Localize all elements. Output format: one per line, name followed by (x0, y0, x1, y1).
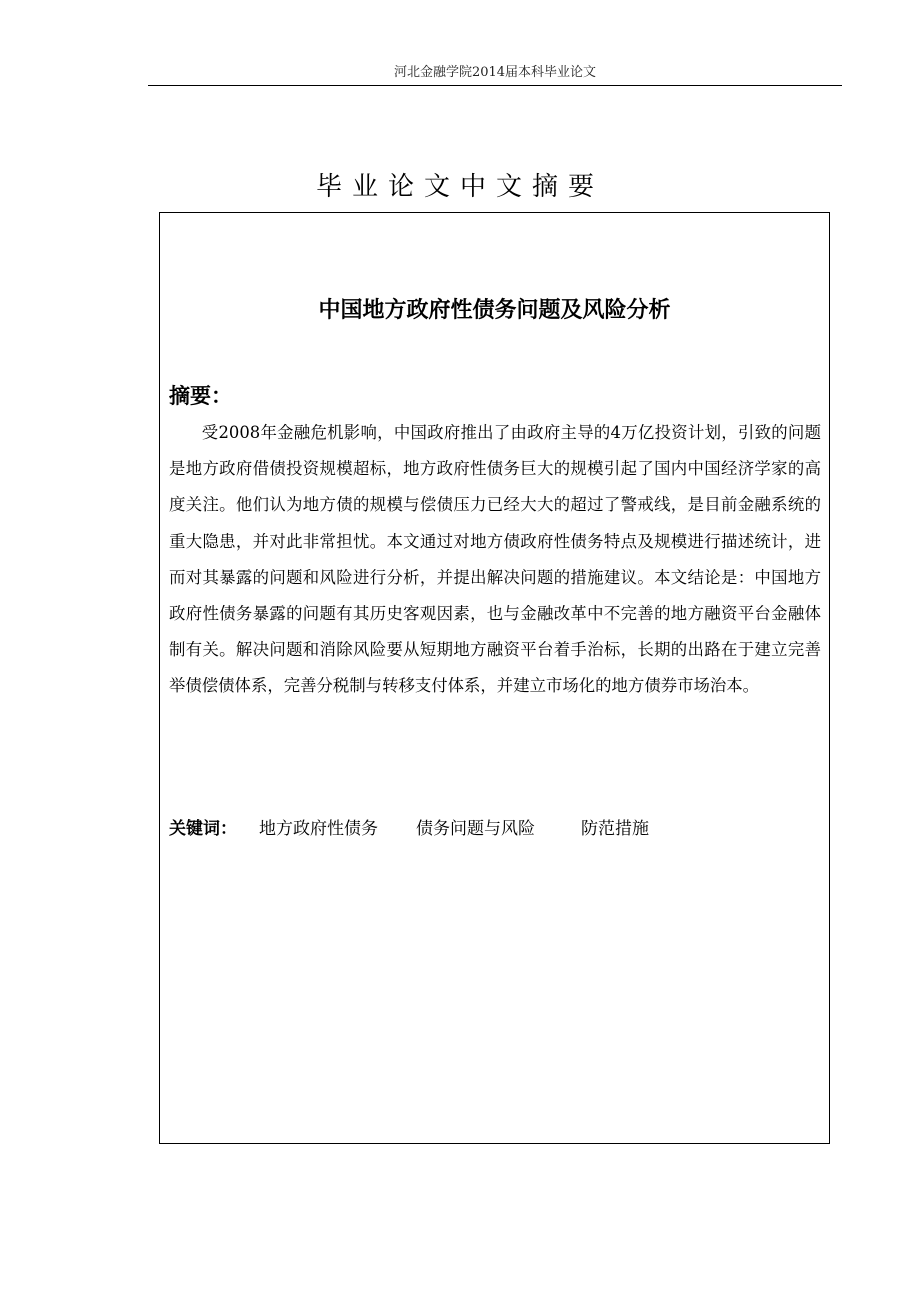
keyword-2: 债务问题与风险 (416, 819, 535, 839)
abstract-box (159, 212, 830, 1144)
abstract-label: 摘要： (169, 384, 232, 408)
keyword-1: 地方政府性债务 (259, 819, 378, 839)
abstract-body: 受2008年金融危机影响，中国政府推出了由政府主导的4万亿投资计划，引致的问题是地方政府借债投资规模超标，地方政府性债务巨大的规模引起了国内中国经济学家的高度关注。他们认为地方债的规模与偿债压力已经大大的超过了警戒线，是目前金融系统的重大隐患，并对此非常担忧。本文通过对地方债政府性债务特点及规模进行描述统计，进而对其暴露的问题和风险进行分析，并提出解决问题的措施建议。本文结论是：中国地方政府性债务暴露的问题有其历史客观因素，也与金融改革中不完善的地方融资平台金融体制有关。解决问题和消除风险要从短期地方融资平台着手治标，长期的出路在于建立完善举债偿债体系，完善分税制与转移支付体系，并建立市场化的地方债券市场治本。 (169, 423, 821, 696)
keyword-3: 防范措施 (581, 819, 649, 839)
running-header: 河北金融学院2014届本科毕业论文 (393, 65, 597, 80)
header-rule (148, 85, 842, 86)
thesis-title: 中国地方政府性债务问题及风险分析 (318, 298, 671, 323)
page-title: 毕业论文中文摘要 (315, 172, 604, 202)
keywords-label: 关键词： (169, 819, 237, 839)
keywords-row (169, 815, 649, 843)
